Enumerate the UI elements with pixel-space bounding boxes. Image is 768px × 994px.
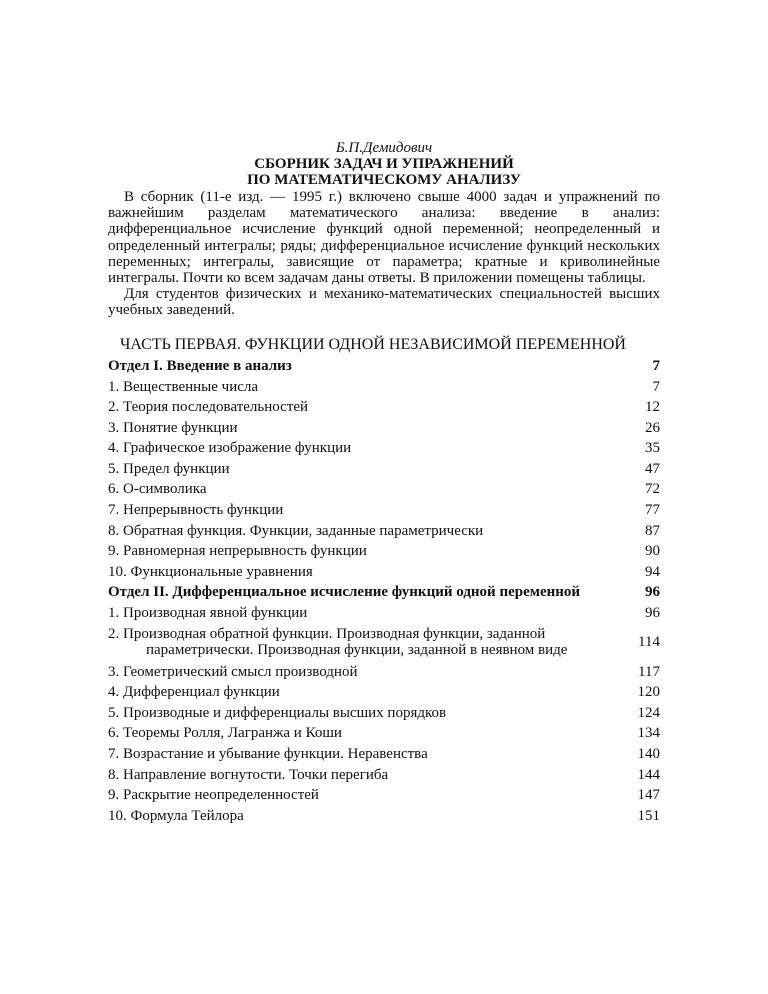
book-title-line-1: СБОРНИК ЗАДАЧ И УПРАЖНЕНИЙ (254, 156, 514, 172)
toc-entry-page: 117 (638, 663, 660, 680)
toc-row (108, 744, 660, 765)
toc-entry-page: 90 (645, 543, 660, 560)
toc-entry-title: 9. Равномерная непрерывность функции (108, 543, 367, 560)
toc-entry-title: 2. Теория последовательностей (108, 399, 309, 416)
toc-entry-title: 8. Направление вогнутости. Точки перегиба (108, 766, 389, 783)
toc-entry-page: 120 (637, 684, 660, 701)
toc-row (108, 479, 660, 500)
toc-entry-title: 7. Непрерывность функции (108, 502, 284, 519)
abstract-paragraph-2: Для студентов физических и механико-математических специальностей высших учебных заведений. (108, 286, 660, 319)
book-author: Б.П.Демидович (335, 140, 433, 156)
toc-entry-title: 1. Производная явной функции (108, 605, 308, 622)
toc-entry-page: 26 (645, 419, 660, 436)
toc-entry-title: 10. Формула Тейлора (108, 807, 244, 824)
part-heading: ЧАСТЬ ПЕРВАЯ. ФУНКЦИИ ОДНОЙ НЕЗАВИСИМОЙ ПЕРЕМЕННОЙ (120, 335, 626, 353)
toc-entry-page: 7 (652, 357, 660, 374)
toc-entry-page: 134 (637, 725, 660, 742)
toc-entry-page: 47 (645, 460, 660, 477)
table-of-contents (108, 356, 660, 826)
toc-section-row (108, 356, 660, 377)
toc-row (108, 376, 660, 397)
toc-entry-page: 114 (638, 634, 660, 651)
toc-entry-page: 147 (637, 787, 660, 804)
toc-row (108, 785, 660, 806)
toc-row (108, 459, 660, 480)
toc-entry-page: 72 (645, 481, 660, 498)
toc-row (108, 723, 660, 744)
toc-entry-page: 96 (645, 584, 660, 601)
toc-entry-page: 124 (637, 704, 660, 721)
toc-row (108, 397, 660, 418)
toc-entry-page: 12 (645, 399, 660, 416)
document-page (108, 140, 660, 826)
toc-row (108, 562, 660, 583)
toc-row (108, 603, 660, 624)
toc-row (108, 764, 660, 785)
toc-row (108, 623, 660, 661)
toc-entry-title: 3. Геометрический смысл производной (108, 663, 358, 680)
toc-entry-title: 6. Теоремы Ролля, Лагранжа и Коши (108, 725, 342, 742)
toc-row (108, 520, 660, 541)
toc-entry-page: 96 (645, 605, 660, 622)
toc-entry-title: 8. Обратная функция. Функции, заданные параметрически (108, 522, 484, 539)
toc-entry-page: 94 (645, 563, 660, 580)
toc-entry-page: 87 (645, 522, 660, 539)
toc-row (108, 541, 660, 562)
toc-entry-title: 7. Возрастание и убывание функции. Неравенства (108, 746, 428, 763)
toc-entry-title: 5. Производные и дифференциалы высших порядков (108, 704, 447, 721)
toc-row (108, 500, 660, 521)
toc-entry-title: 3. Понятие функции (108, 419, 238, 436)
toc-entry-page: 151 (637, 807, 660, 824)
book-title-line-2: ПО МАТЕМАТИЧЕСКОМУ АНАЛИЗУ (247, 172, 521, 188)
toc-row (108, 661, 660, 682)
toc-entry-page: 144 (637, 766, 660, 783)
toc-row (108, 703, 660, 724)
toc-entry-page: 140 (637, 746, 660, 763)
toc-entry-title: 6. О-символика (108, 481, 207, 498)
toc-entry-title: 5. Предел функции (108, 460, 230, 477)
toc-entry-title: 10. Функциональные уравнения (108, 563, 313, 580)
toc-entry-title: 1. Вещественные числа (108, 378, 259, 395)
toc-entry-title: 4. Дифференциал функции (108, 684, 280, 701)
toc-entry-page: 7 (652, 378, 660, 395)
toc-entry-title: Отдел I. Введение в анализ (108, 357, 292, 374)
toc-row (108, 682, 660, 703)
toc-entry-title: Отдел II. Дифференциальное исчисление функций одной переменной (108, 584, 581, 601)
toc-entry-title: 9. Раскрытие неопределенностей (108, 787, 319, 804)
toc-row (108, 417, 660, 438)
abstract-paragraph-1: В сборник (11-е изд. — 1995 г.) включено свыше 4000 задач и упражнений по важнейшим разделам математического анализа: введение в анализ: дифференциальное исчисление функций одной переменной; неопределенный и определенный интегралы; ряды; дифференциальное исчисление функций нескольких переменных; интегралы, зависящие от параметра; кратные и криволинейные интегралы. Почти ко всем задачам даны ответы. В приложении помещены таблицы. (108, 189, 660, 287)
toc-entry-page: 77 (645, 502, 660, 519)
toc-entry-page: 35 (645, 440, 660, 457)
toc-entry-title: 4. Графическое изображение функции (108, 440, 352, 457)
toc-row (108, 438, 660, 459)
toc-row (108, 806, 660, 827)
toc-section-row (108, 582, 660, 603)
toc-entry-title: 2. Производная обратной функции. Производная функции, заданной параметрически. Производная функции, заданной в неявном виде (108, 626, 568, 659)
